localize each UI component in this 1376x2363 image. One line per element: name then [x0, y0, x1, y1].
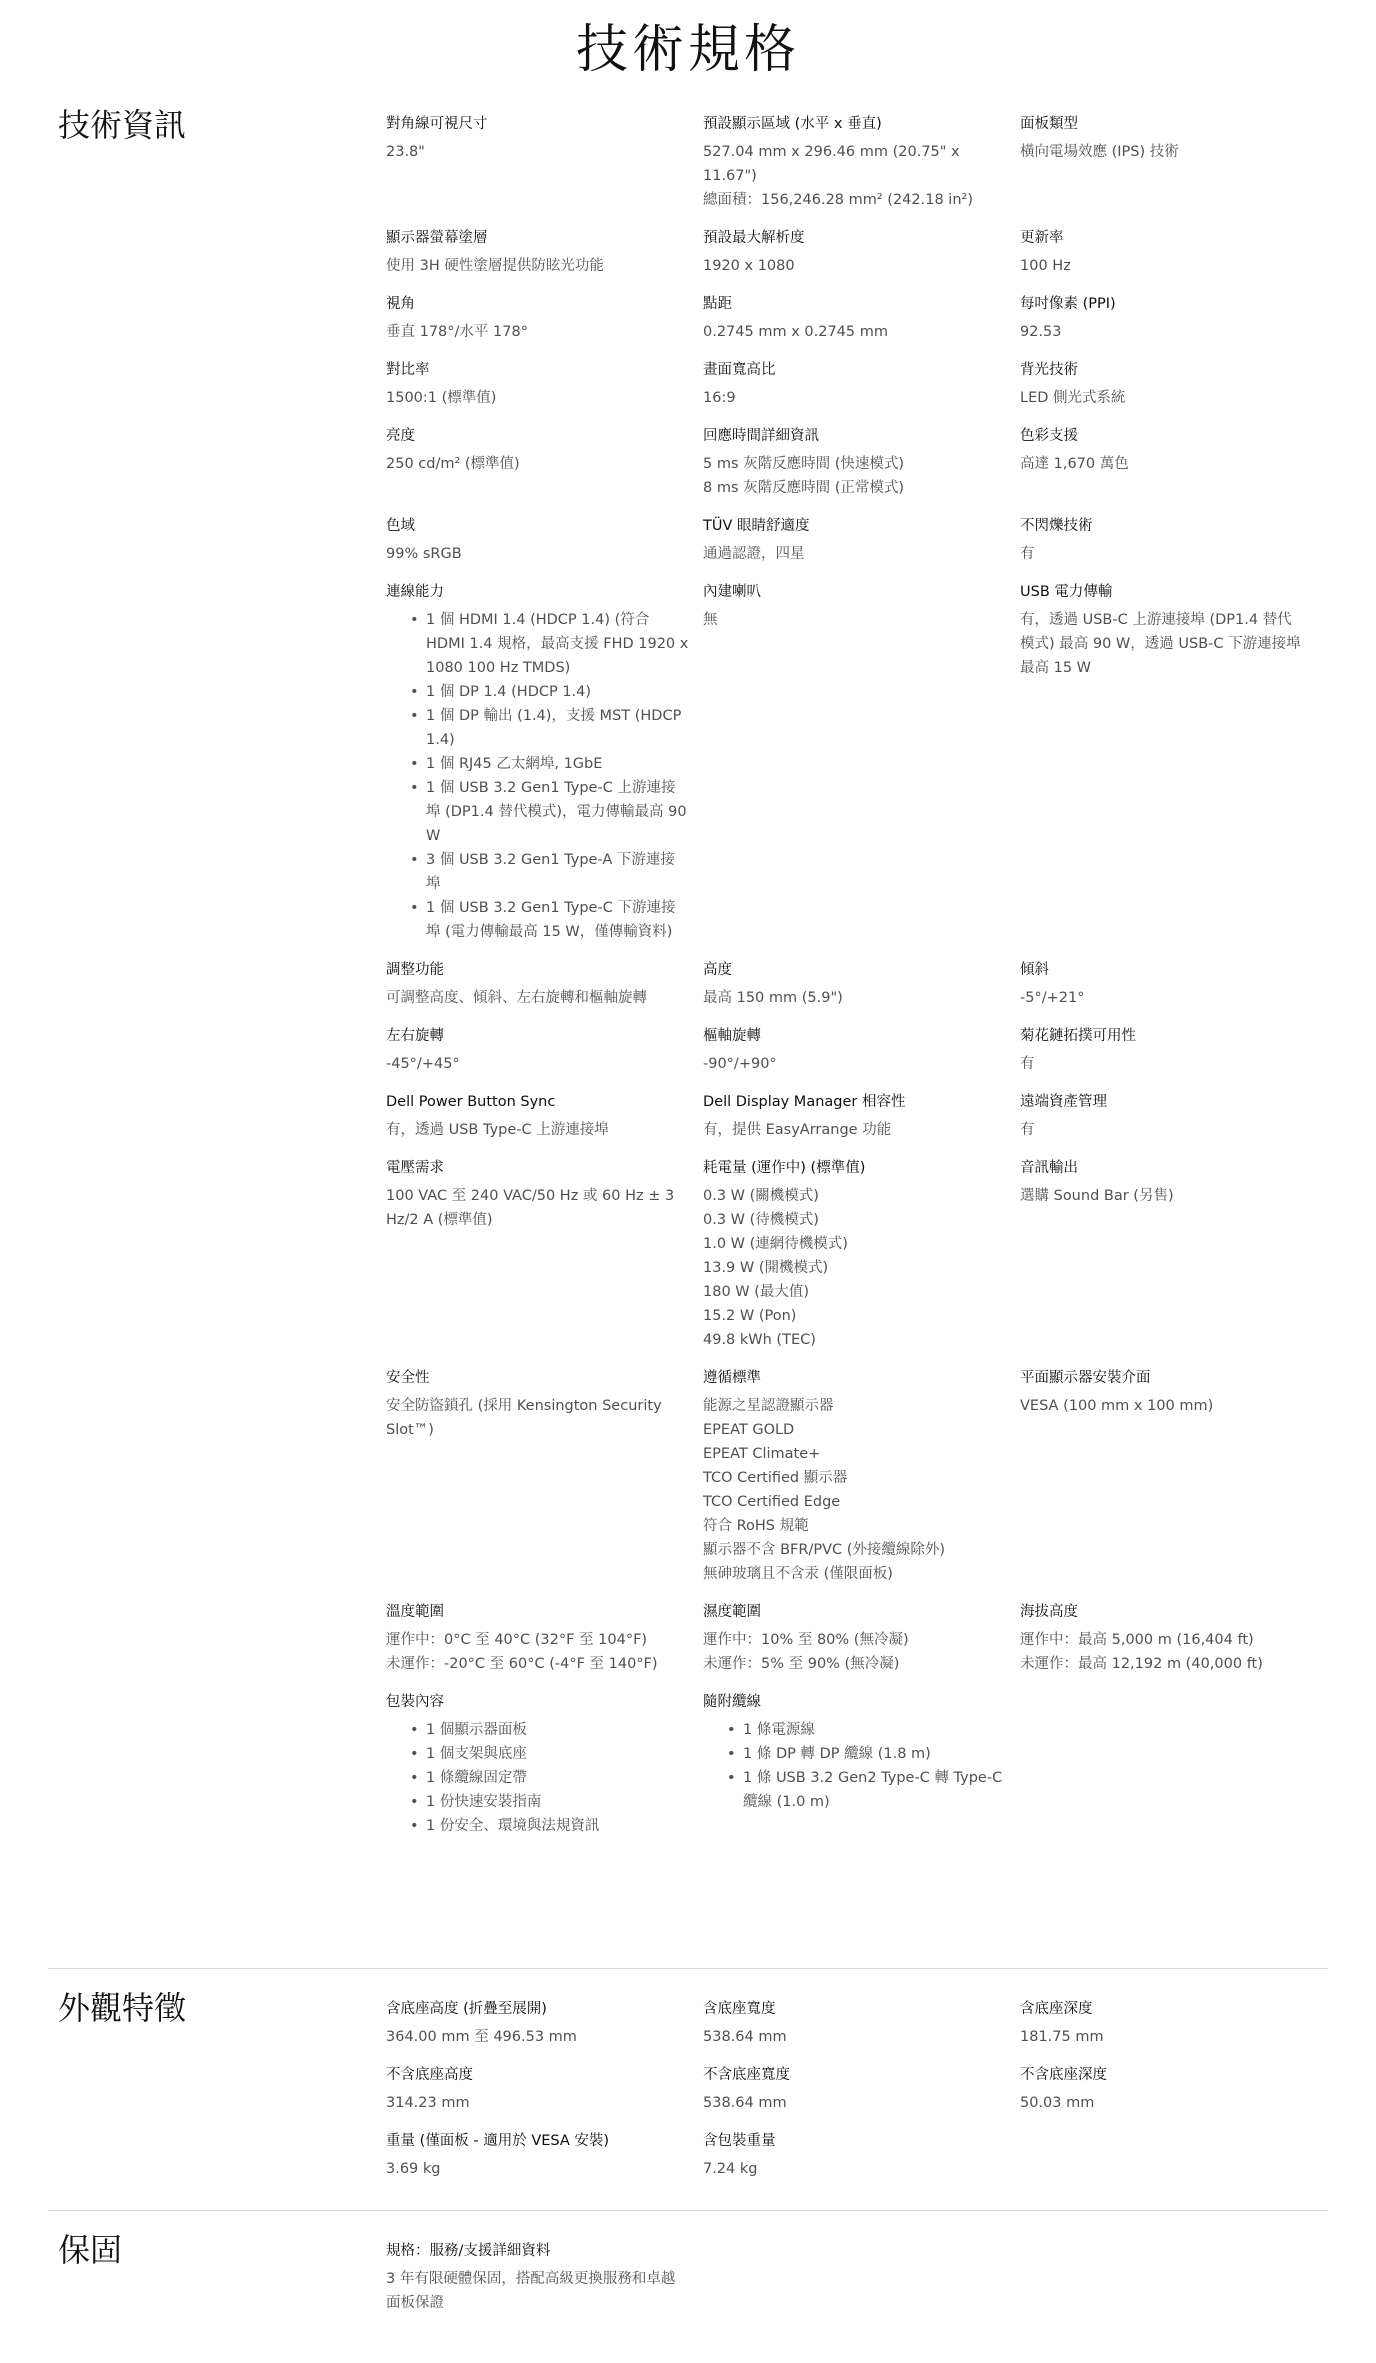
spec-value-line: -45°/+45° — [386, 1056, 460, 1072]
spec-item — [703, 1600, 1020, 1676]
spec-item — [703, 1156, 1020, 1352]
spec-item — [386, 1690, 703, 1838]
spec-label: USB 電力傳輸 — [1020, 584, 1113, 600]
spec-label: 畫面寬高比 — [703, 362, 776, 378]
spec-value — [703, 1394, 1006, 1586]
spec-value-line: 高達 1,670 萬色 — [1020, 456, 1129, 472]
spec-empty — [1020, 2239, 1320, 2315]
spec-label: 連線能力 — [386, 584, 444, 600]
spec-value — [1020, 140, 1306, 164]
section-title: 保固 — [58, 2231, 123, 2269]
spec-item — [703, 958, 1020, 1010]
spec-label: Dell Display Manager 相容性 — [703, 1094, 906, 1110]
spec-item — [703, 112, 1020, 212]
spec-bullet-item: • 1 條電源線 — [703, 1718, 1006, 1742]
spec-value-line: 符合 RoHS 規範 — [703, 1518, 809, 1534]
spec-item — [703, 580, 1020, 944]
spec-value — [1020, 608, 1306, 680]
spec-value-line: 314.23 mm — [386, 2095, 470, 2111]
spec-value — [1020, 1394, 1306, 1418]
spec-item — [703, 1090, 1020, 1142]
spec-value-line: 538.64 mm — [703, 2095, 787, 2111]
spec-value — [386, 1628, 689, 1676]
spec-value-line: 垂直 178°/水平 178° — [386, 324, 528, 340]
spec-value — [386, 320, 689, 344]
spec-value-line: 0.2745 mm x 0.2745 mm — [703, 324, 888, 340]
spec-value-line: 最高 150 mm (5.9") — [703, 990, 843, 1006]
spec-item — [1020, 1024, 1320, 1076]
section-tech — [48, 86, 1328, 1968]
spec-label: 色彩支援 — [1020, 428, 1078, 444]
spec-item — [1020, 112, 1320, 212]
spec-item — [1020, 2063, 1320, 2115]
spec-value — [386, 1052, 689, 1076]
spec-value — [386, 386, 689, 410]
spec-label: 規格：服務/支援詳細資料 — [386, 2243, 551, 2259]
spec-value-line: 50.03 mm — [1020, 2095, 1095, 2111]
spec-value — [1020, 2091, 1306, 2115]
spec-label: 不閃爍技術 — [1020, 518, 1093, 534]
spec-value-line: 可調整高度、傾斜、左右旋轉和樞軸旋轉 — [386, 990, 647, 1006]
spec-value-line: -5°/+21° — [1020, 990, 1085, 1006]
spec-value-line: 180 W (最大值) — [703, 1284, 810, 1300]
spec-item — [1020, 580, 1320, 944]
spec-item — [703, 424, 1020, 500]
spec-label: 對角線可視尺寸 — [386, 116, 488, 132]
spec-value — [703, 452, 1006, 500]
spec-value-line: 總面積：156,246.28 mm² (242.18 in²) — [703, 192, 973, 208]
spec-grid — [386, 1969, 1328, 2195]
spec-value-line: EPEAT Climate+ — [703, 1446, 821, 1462]
spec-value — [703, 542, 1006, 566]
spec-item — [386, 958, 703, 1010]
spec-value-line: 通過認證，四星 — [703, 546, 805, 562]
spec-item — [703, 1997, 1020, 2049]
spec-value-line: EPEAT GOLD — [703, 1422, 795, 1438]
spec-item — [1020, 1366, 1320, 1586]
spec-item — [703, 292, 1020, 344]
spec-item — [386, 358, 703, 410]
spec-value — [703, 608, 1006, 632]
spec-value — [703, 1118, 1006, 1142]
spec-value — [386, 452, 689, 476]
spec-bullet-item: • 1 個 USB 3.2 Gen1 Type-C 上游連接埠 (DP1.4 替代模式)，電力傳輸最高 90 W — [386, 776, 689, 848]
spec-item — [386, 2239, 703, 2315]
spec-value-line: 有，透過 USB-C 上游連接埠 (DP1.4 替代模式) 最高 90 W，透過 USB-C 下游連接埠最高 15 W — [1020, 612, 1301, 676]
spec-value-line: 能源之星認證顯示器 — [703, 1398, 834, 1414]
spec-value-line: 8 ms 灰階反應時間 (正常模式) — [703, 480, 905, 496]
spec-value-line: 顯示器不含 BFR/PVC (外接纜線除外) — [703, 1542, 946, 1558]
spec-bullet-list — [386, 608, 689, 944]
spec-label: 點距 — [703, 296, 732, 312]
spec-item — [386, 2129, 703, 2181]
spec-value-line: 有，提供 EasyArrange 功能 — [703, 1122, 892, 1138]
spec-value-line: 7.24 kg — [703, 2161, 758, 2177]
spec-value-line: 有 — [1020, 546, 1035, 562]
spec-label: 對比率 — [386, 362, 430, 378]
spec-label: TÜV 眼睛舒適度 — [703, 518, 810, 534]
spec-value-line: 1500:1 (標準值) — [386, 390, 497, 406]
spec-bullet-item: • 1 份安全、環境與法規資訊 — [386, 1814, 689, 1838]
spec-value — [386, 254, 689, 278]
spec-item — [1020, 1600, 1320, 1676]
spec-item — [386, 1156, 703, 1352]
spec-label: 平面顯示器安裝介面 — [1020, 1370, 1151, 1386]
spec-value-line: 538.64 mm — [703, 2029, 787, 2045]
spec-value-line: 181.75 mm — [1020, 2029, 1104, 2045]
spec-empty — [1020, 2129, 1320, 2181]
spec-value — [1020, 1052, 1306, 1076]
spec-label: 回應時間詳細資訊 — [703, 428, 819, 444]
spec-label: 不含底座深度 — [1020, 2067, 1107, 2083]
spec-label: 含底座寬度 — [703, 2001, 776, 2017]
spec-value — [386, 2025, 689, 2049]
spec-value-line: 無砷玻璃且不含汞 (僅限面板) — [703, 1566, 893, 1582]
spec-label: 色域 — [386, 518, 415, 534]
spec-bullet-item: • 1 個支架與底座 — [386, 1742, 689, 1766]
spec-value-line: 有 — [1020, 1056, 1035, 1072]
spec-label: 海拔高度 — [1020, 1604, 1078, 1620]
spec-label: 視角 — [386, 296, 415, 312]
spec-value — [386, 1184, 689, 1232]
spec-value-line: 15.2 W (Pon) — [703, 1308, 797, 1324]
spec-value-line: VESA (100 mm x 100 mm) — [1020, 1398, 1214, 1414]
spec-label: 含底座高度 (折疊至展開) — [386, 2001, 547, 2017]
spec-value — [386, 2157, 689, 2181]
spec-label: 樞軸旋轉 — [703, 1028, 761, 1044]
section-title: 技術資訊 — [58, 106, 187, 144]
spec-value — [703, 320, 1006, 344]
section-warranty — [48, 2210, 1328, 2350]
spec-label: 耗電量 (運作中) (標準值) — [703, 1160, 866, 1176]
spec-bullet-item: • 1 條纜線固定帶 — [386, 1766, 689, 1790]
spec-value — [386, 1118, 689, 1142]
spec-label: Dell Power Button Sync — [386, 1094, 556, 1110]
spec-value-line: 3.69 kg — [386, 2161, 441, 2177]
spec-item — [1020, 424, 1320, 500]
spec-value-line: 安全防盜鎖孔 (採用 Kensington Security Slot™) — [386, 1398, 662, 1438]
spec-item — [703, 1366, 1020, 1586]
spec-value — [703, 386, 1006, 410]
spec-value — [386, 140, 689, 164]
spec-item — [386, 424, 703, 500]
spec-value-line: 未運作：-20°C 至 60°C (-4°F 至 140°F) — [386, 1656, 658, 1672]
spec-item — [703, 358, 1020, 410]
spec-grid — [386, 86, 1328, 1852]
spec-label: 亮度 — [386, 428, 415, 444]
spec-value — [386, 2267, 689, 2315]
section-physical — [48, 1968, 1328, 2210]
spec-value — [1020, 254, 1306, 278]
spec-label: 傾斜 — [1020, 962, 1049, 978]
spec-item — [386, 580, 703, 944]
spec-grid — [386, 2211, 1328, 2329]
spec-value-line: 100 Hz — [1020, 258, 1071, 274]
spec-item — [1020, 1156, 1320, 1352]
spec-item — [386, 1997, 703, 2049]
spec-item — [703, 1024, 1020, 1076]
spec-label: 面板類型 — [1020, 116, 1078, 132]
spec-bullet-item: • 1 個 HDMI 1.4 (HDCP 1.4) (符合 HDMI 1.4 規格，最高支援 FHD 1920 x 1080 100 Hz TMDS) — [386, 608, 689, 680]
spec-bullet-list — [386, 1718, 689, 1838]
spec-value — [703, 1052, 1006, 1076]
spec-label: 含底座深度 — [1020, 2001, 1093, 2017]
spec-value-line: 5 ms 灰階反應時間 (快速模式) — [703, 456, 905, 472]
spec-label: 調整功能 — [386, 962, 444, 978]
spec-value-line: 未運作：5% 至 90% (無冷凝) — [703, 1656, 900, 1672]
spec-label: 顯示器螢幕塗層 — [386, 230, 488, 246]
spec-value — [703, 986, 1006, 1010]
spec-label: 不含底座高度 — [386, 2067, 473, 2083]
spec-item — [1020, 958, 1320, 1010]
spec-value-line: -90°/+90° — [703, 1056, 777, 1072]
spec-value — [703, 2157, 1006, 2181]
spec-bullet-list — [703, 1718, 1006, 1814]
spec-item — [386, 2063, 703, 2115]
spec-item — [1020, 226, 1320, 278]
spec-value — [1020, 452, 1306, 476]
spec-value-line: 未運作：最高 12,192 m (40,000 ft) — [1020, 1656, 1263, 1672]
spec-label: 更新率 — [1020, 230, 1064, 246]
spec-label: 濕度範圍 — [703, 1604, 761, 1620]
spec-item — [1020, 292, 1320, 344]
spec-item — [386, 112, 703, 212]
spec-value-line: 16:9 — [703, 390, 736, 406]
spec-value — [386, 542, 689, 566]
spec-label: 遠端資產管理 — [1020, 1094, 1107, 1110]
spec-value — [1020, 986, 1306, 1010]
spec-value-line: 250 cd/m² (標準值) — [386, 456, 520, 472]
page-title: 技術規格 — [575, 20, 800, 80]
spec-label: 電壓需求 — [386, 1160, 444, 1176]
spec-label: 安全性 — [386, 1370, 430, 1386]
spec-value-line: 92.53 — [1020, 324, 1062, 340]
spec-value — [1020, 2025, 1306, 2049]
spec-label: 隨附纜線 — [703, 1694, 761, 1710]
spec-value-line: 選購 Sound Bar (另售) — [1020, 1188, 1174, 1204]
spec-value-line: 0.3 W (待機模式) — [703, 1212, 819, 1228]
spec-label: 預設最大解析度 — [703, 230, 805, 246]
spec-value — [703, 140, 1006, 212]
spec-value-line: 11.67") — [703, 168, 757, 184]
spec-value-line: 13.9 W (開機模式) — [703, 1260, 829, 1276]
spec-value — [703, 1184, 1006, 1352]
spec-value-line: 0.3 W (關機模式) — [703, 1188, 819, 1204]
spec-label: 預設顯示區域 (水平 x 垂直) — [703, 116, 882, 132]
spec-value-line: 527.04 mm x 296.46 mm (20.75" x — [703, 144, 960, 160]
spec-bullet-item: • 1 份快速安裝指南 — [386, 1790, 689, 1814]
spec-value — [1020, 1118, 1306, 1142]
spec-value — [703, 1628, 1006, 1676]
spec-value — [703, 2091, 1006, 2115]
spec-value — [703, 254, 1006, 278]
spec-value-line: 使用 3H 硬性塗層提供防眩光功能 — [386, 258, 604, 274]
spec-label: 重量 (僅面板 - 適用於 VESA 安裝) — [386, 2133, 610, 2149]
spec-item — [703, 2129, 1020, 2181]
spec-value-line: TCO Certified 顯示器 — [703, 1470, 848, 1486]
spec-label: 溫度範圍 — [386, 1604, 444, 1620]
spec-value-line: 有，透過 USB Type-C 上游連接埠 — [386, 1122, 609, 1138]
spec-bullet-item: • 1 個顯示器面板 — [386, 1718, 689, 1742]
spec-value-line: 49.8 kWh (TEC) — [703, 1332, 816, 1348]
spec-value — [386, 986, 689, 1010]
spec-label: 含包裝重量 — [703, 2133, 776, 2149]
spec-bullet-item: • 1 條 USB 3.2 Gen2 Type-C 轉 Type-C 纜線 (1.0 m) — [703, 1766, 1006, 1814]
spec-item — [386, 1600, 703, 1676]
spec-label: 音訊輸出 — [1020, 1160, 1078, 1176]
spec-empty — [1020, 1690, 1320, 1838]
spec-value — [1020, 1628, 1306, 1676]
spec-value-line: 運作中：10% 至 80% (無冷凝) — [703, 1632, 909, 1648]
spec-label: 遵循標準 — [703, 1370, 761, 1386]
spec-item — [386, 226, 703, 278]
spec-item — [703, 514, 1020, 566]
spec-value-line: 1920 x 1080 — [703, 258, 795, 274]
spec-label: 包裝內容 — [386, 1694, 444, 1710]
spec-label: 高度 — [703, 962, 732, 978]
spec-value-line: 100 VAC 至 240 VAC/50 Hz 或 60 Hz ± 3 Hz/2 A (標準值) — [386, 1188, 675, 1228]
spec-value — [1020, 1184, 1306, 1208]
spec-value — [386, 2091, 689, 2115]
spec-label: 背光技術 — [1020, 362, 1078, 378]
spec-label: 菊花鏈拓撲可用性 — [1020, 1028, 1136, 1044]
spec-value — [703, 2025, 1006, 2049]
spec-bullet-item: • 1 條 DP 轉 DP 纜線 (1.8 m) — [703, 1742, 1006, 1766]
spec-bullet-item: • 1 個 DP 1.4 (HDCP 1.4) — [386, 680, 689, 704]
spec-item — [386, 292, 703, 344]
spec-value-line: 364.00 mm 至 496.53 mm — [386, 2029, 577, 2045]
spec-label: 不含底座寬度 — [703, 2067, 790, 2083]
spec-empty — [703, 2239, 1020, 2315]
spec-item — [1020, 1997, 1320, 2049]
spec-item — [703, 226, 1020, 278]
spec-value-line: 99% sRGB — [386, 546, 462, 562]
spec-value-line: 橫向電場效應 (IPS) 技術 — [1020, 144, 1179, 160]
spec-value-line: 3 年有限硬體保固，搭配高級更換服務和卓越面板保證 — [386, 2271, 676, 2311]
spec-item — [386, 1024, 703, 1076]
spec-value-line: LED 側光式系統 — [1020, 390, 1126, 406]
spec-value-line: 運作中：最高 5,000 m (16,404 ft) — [1020, 1632, 1254, 1648]
spec-label: 左右旋轉 — [386, 1028, 444, 1044]
spec-bullet-item: • 1 個 RJ45 乙太網埠, 1GbE — [386, 752, 689, 776]
spec-value — [1020, 542, 1306, 566]
spec-item — [386, 1366, 703, 1586]
spec-value-line: 運作中：0°C 至 40°C (32°F 至 104°F) — [386, 1632, 648, 1648]
spec-bullet-item: • 3 個 USB 3.2 Gen1 Type-A 下游連接埠 — [386, 848, 689, 896]
spec-value — [1020, 320, 1306, 344]
spec-value — [1020, 386, 1306, 410]
spec-item — [703, 1690, 1020, 1838]
spec-value-line: 有 — [1020, 1122, 1035, 1138]
spec-item — [1020, 1090, 1320, 1142]
spec-label: 每吋像素 (PPI) — [1020, 296, 1116, 312]
spec-item — [1020, 514, 1320, 566]
spec-value — [386, 1394, 689, 1442]
spec-value-line: TCO Certified Edge — [703, 1494, 841, 1510]
spec-item — [1020, 358, 1320, 410]
spec-value-line: 23.8" — [386, 144, 425, 160]
spec-value-line: 1.0 W (連網待機模式) — [703, 1236, 848, 1252]
spec-bullet-item: • 1 個 USB 3.2 Gen1 Type-C 下游連接埠 (電力傳輸最高 15 W，僅傳輸資料) — [386, 896, 689, 944]
spec-bullet-item: • 1 個 DP 輸出 (1.4)，支援 MST (HDCP 1.4) — [386, 704, 689, 752]
spec-item — [386, 1090, 703, 1142]
spec-item — [386, 514, 703, 566]
spec-value-line: 無 — [703, 612, 718, 628]
spec-item — [703, 2063, 1020, 2115]
spec-label: 內建喇叭 — [703, 584, 761, 600]
section-title: 外觀特徵 — [58, 1989, 187, 2027]
